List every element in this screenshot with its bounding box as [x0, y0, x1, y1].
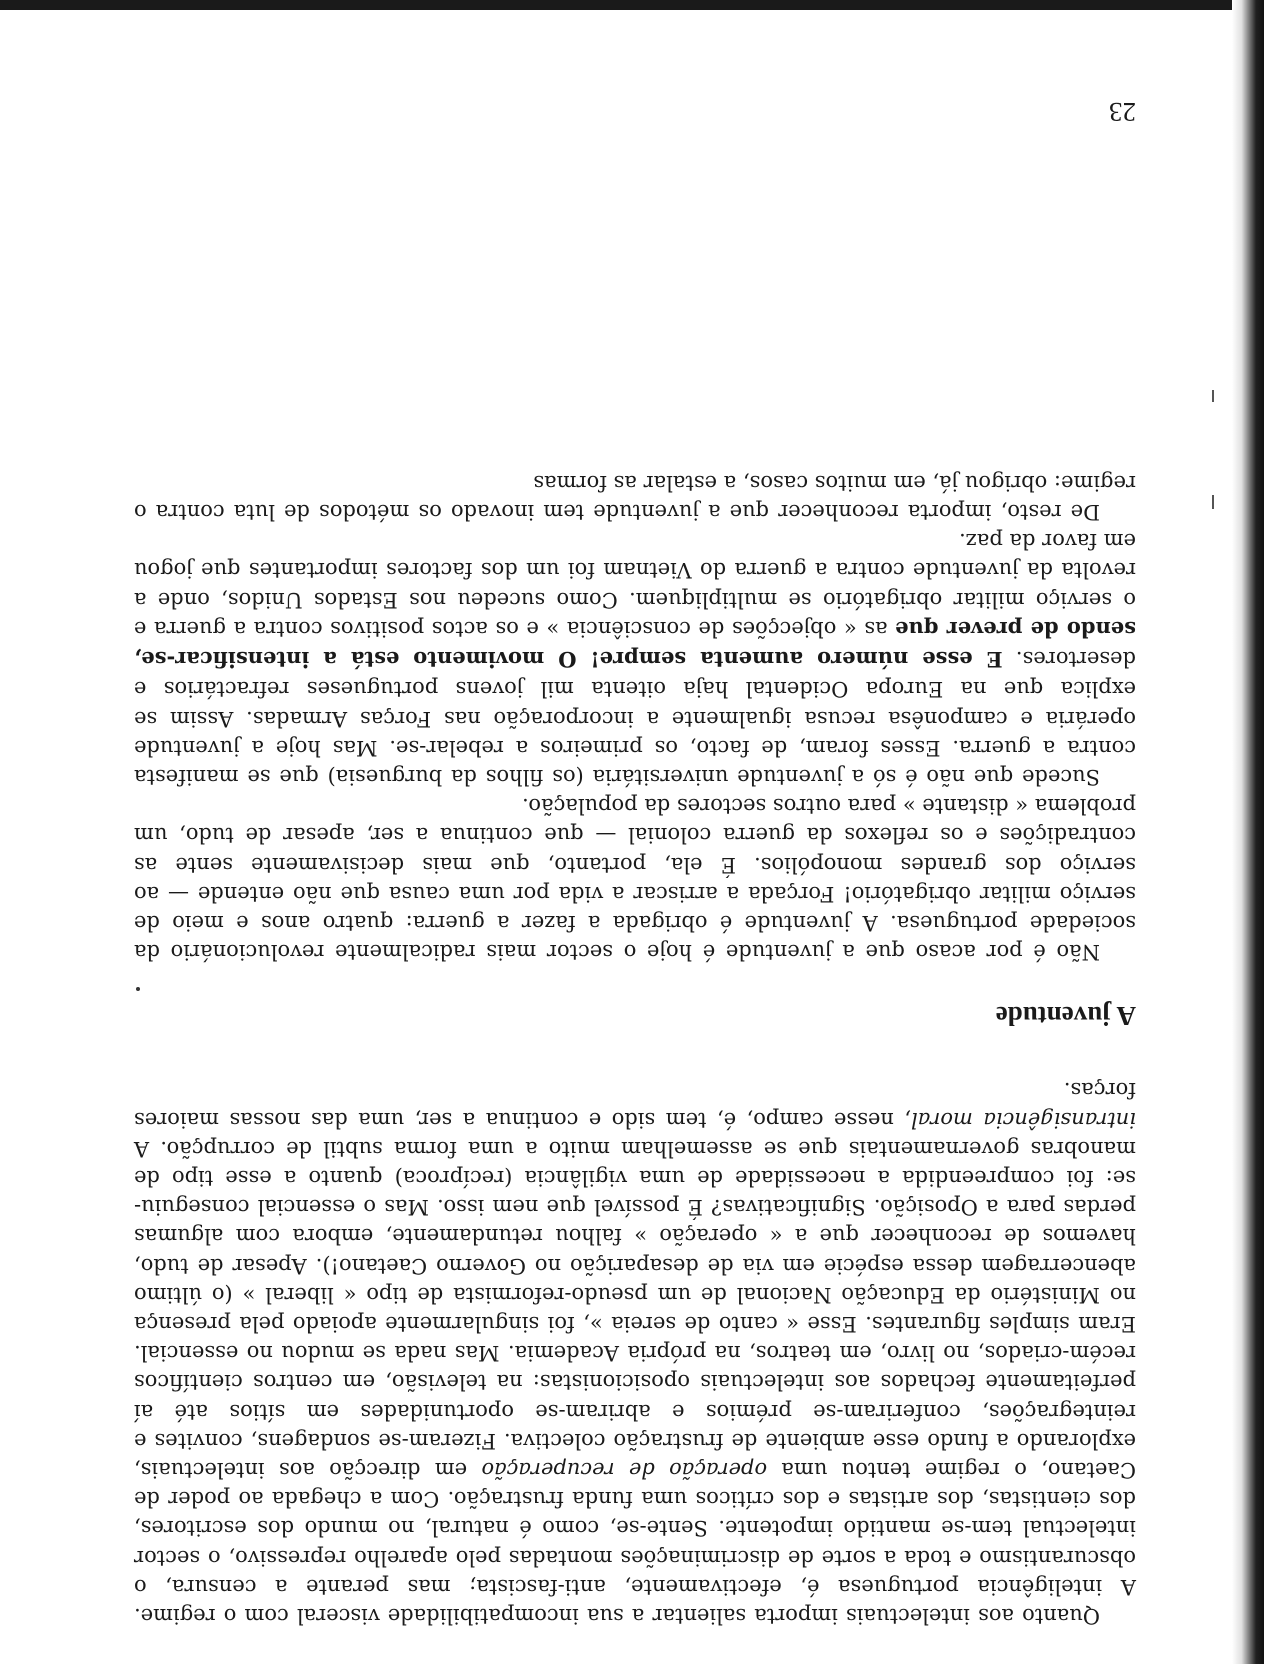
para-segment-bold: E esse número aumenta sempre! O movimento está a intensificar-se, sendo de prever que — [134, 616, 1136, 673]
top-gap — [134, 1630, 1136, 1664]
scan-top-edge — [0, 0, 1264, 10]
paragraph-youth-2 — [134, 526, 1136, 791]
section-heading: A juventude — [995, 1001, 1136, 1032]
rotated-text-block — [134, 96, 1136, 1664]
gutter-mark — [1212, 390, 1214, 402]
page-number: 23 — [1109, 97, 1136, 127]
para-segment: Sucede que não é só a juventude universitária (os filhos da burguesia) que se manifesta contra a guerra. Esses foram, de facto, os primeiros a rebelar-se. Mas hoje a juventude operária e camponêsa recusa igualmente a incorporação nas Forças Armadas. Assim se explica que na Europa Ocidental haja oitenta mil jovens portugueses refractários e desertores. — [134, 647, 1136, 789]
paragraph-youth-1 — [134, 791, 1136, 966]
paragraph-youth-3 — [134, 468, 1136, 526]
para-segment: , nesse campo, é, tem sido e continua a ser, uma das nossas maiores forças. — [134, 1078, 1136, 1132]
para-segment-italic: operação de recuperação — [481, 1457, 768, 1482]
para-segment: De resto, importa reconhecer que a juventude tem inovado os métodos de luta contra o regime: obrigou já, em muitos casos, a estalar as formas — [134, 470, 1136, 525]
para-segment: em direcção aos intelectuais, explorando a fundo esse ambiente de frustração colectiva. Fizeram-se sondagens, convites e reintegrações, conferiram-se prémios e abriram-se oportunidades em sítios até aí perfeitamente fechados aos intelectuais oposicionistas: na televisão, em centros científicos recém-criados, no livro, em teatros, na própria Academia. Mas nada se mudou no essencial. Eram simples figurantes. Esse « canto de sereia », foi singularmente apoiado pela presença no Ministério da Educação Nacional de um pseudo-reformista de tipo « liberal » (o último abencerragem dessa espécie em via de desaparição no Governo Caetano!). Apesar de tudo, havemos de reconhecer que a « operação » falhou retundamente, embora com algumas perdas para a Oposição. Significativas? É possível que nem isso. Mas o essencial conseguiu-se: foi compreendida a necessidade de uma vigilância (recíproca) quanto a esse tipo de manobras governamentais que se assemelham muito a uma forma subtil de corrupção. A — [134, 1136, 1136, 1482]
para-segment: Não é por acaso que a juventude é hoje o sector mais radicalmente revolucionário da sociedade portuguesa. A juventude é obrigada a fazer a guerra: quatro anos e meio de serviço militar obrigatório! Forçada a arriscar a vida por uma causa que não entende — ao serviço dos grandes monopólios. É ela, portanto, que mais decisivamente sente as contradições e os reflexos da guerra colonial — que continua a ser, apesar de tudo, um problema « distante » para outros sectores da população. — [134, 794, 1136, 965]
para-segment-italic: intransigência moral — [911, 1107, 1136, 1132]
para-segment: as « objecções de consciência » e os actos positivos contra a guerra e o serviço militar obrigatório se multipliquem. Como sucedeu nos Estados Unidos, onde a revolta da juventude contra a guerra do Vietnam foi um dos factores importantes que jogou em favor da paz. — [134, 529, 1136, 641]
para-segment: Quanto aos intelectuais importa salientar a sua incompatibilidade visceral com o regime. A inteligência portuguesa é, efectivamente, anti-fascista; mas perante a censura, o obscurantismo e toda a sorte de discriminações montadas pelo aparelho repressivo, o sector intelectual tem-se mantido impotente. Sente-se, como é natural, no mundo dos escritores, dos cientistas, dos artistas e dos críticos uma funda frustração. Com a chegada ao poder de Caetano, o regime tentou uma — [134, 1457, 1136, 1628]
gutter-mark — [1212, 495, 1214, 509]
paragraph-intellectuals — [134, 1075, 1136, 1630]
scan-right-edge — [1232, 0, 1264, 1664]
